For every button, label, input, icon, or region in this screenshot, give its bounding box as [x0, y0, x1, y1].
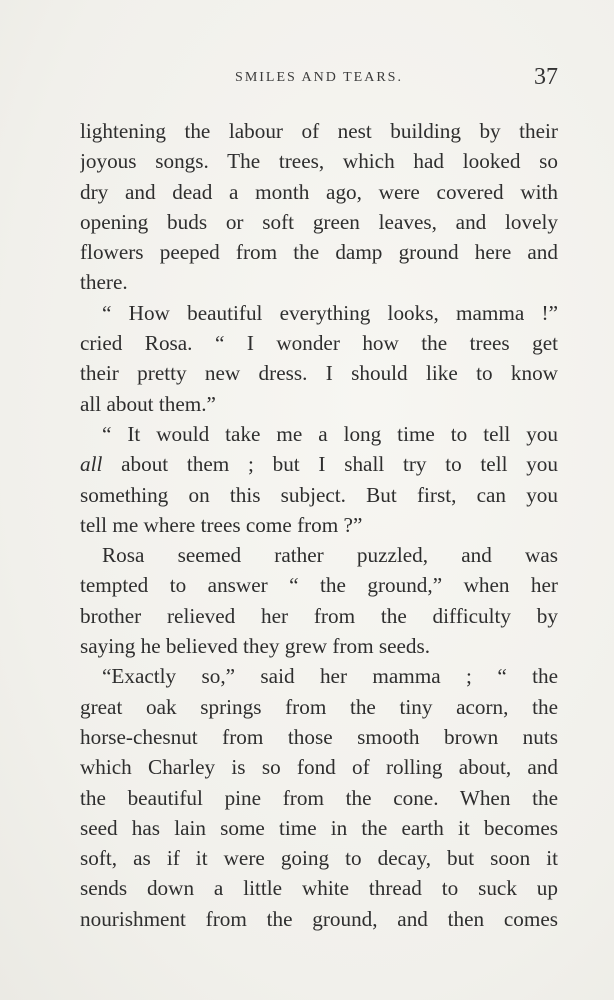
line-remainder: about them ; but I shall try to tell you: [102, 452, 558, 477]
text-line: tempted to answer “ the ground,” when her: [80, 573, 558, 598]
text-line: dry and dead a month ago, were covered with: [80, 179, 558, 204]
page-header: [80, 66, 558, 96]
text-line: “ How beautiful everything looks, mamma !”: [102, 300, 558, 325]
text-line: there.: [80, 270, 128, 295]
text-line: great oak springs from the tiny acorn, the: [80, 694, 558, 719]
text-line: seed has lain some time in the earth it becomes: [80, 815, 558, 840]
text-line: their pretty new dress. I should like to know: [80, 361, 558, 386]
text-line: which Charley is so fond of rolling about, and: [80, 755, 558, 780]
body-text: [80, 116, 558, 934]
text-line: the beautiful pine from the cone. When the: [80, 785, 558, 810]
text-line: flowers peeped from the damp ground here and: [80, 240, 558, 265]
text-line: “ It would take me a long time to tell you: [102, 421, 558, 446]
text-line: sends down a little white thread to suck up: [80, 876, 558, 901]
italic-word: all: [80, 452, 103, 477]
text-line: Rosa seemed rather puzzled, and was: [102, 543, 558, 568]
text-line: joyous songs. The trees, which had looked so: [80, 149, 558, 174]
text-line: brother relieved her from the difficulty by: [80, 603, 558, 628]
text-line: soft, as if it were going to decay, but soon it: [80, 846, 558, 871]
running-head: SMILES AND TEARS.: [235, 70, 403, 85]
text-line: something on this subject. But first, can you: [80, 482, 558, 507]
text-line: all about them.”: [80, 391, 216, 416]
text-line: tell me where trees come from ?”: [80, 512, 363, 537]
page-number: 37: [534, 64, 558, 90]
text-line: lightening the labour of nest building by their: [80, 119, 558, 143]
text-line: cried Rosa. “ I wonder how the trees get: [80, 331, 558, 356]
text-line: horse-chesnut from those smooth brown nuts: [80, 724, 558, 749]
text-line: nourishment from the ground, and then comes: [80, 906, 558, 931]
text-line: [80, 449, 558, 479]
text-line: saying he believed they grew from seeds.: [80, 634, 431, 659]
text-line: opening buds or soft green leaves, and lovely: [80, 209, 558, 234]
text-line: “Exactly so,” said her mamma ; “ the: [102, 664, 558, 689]
